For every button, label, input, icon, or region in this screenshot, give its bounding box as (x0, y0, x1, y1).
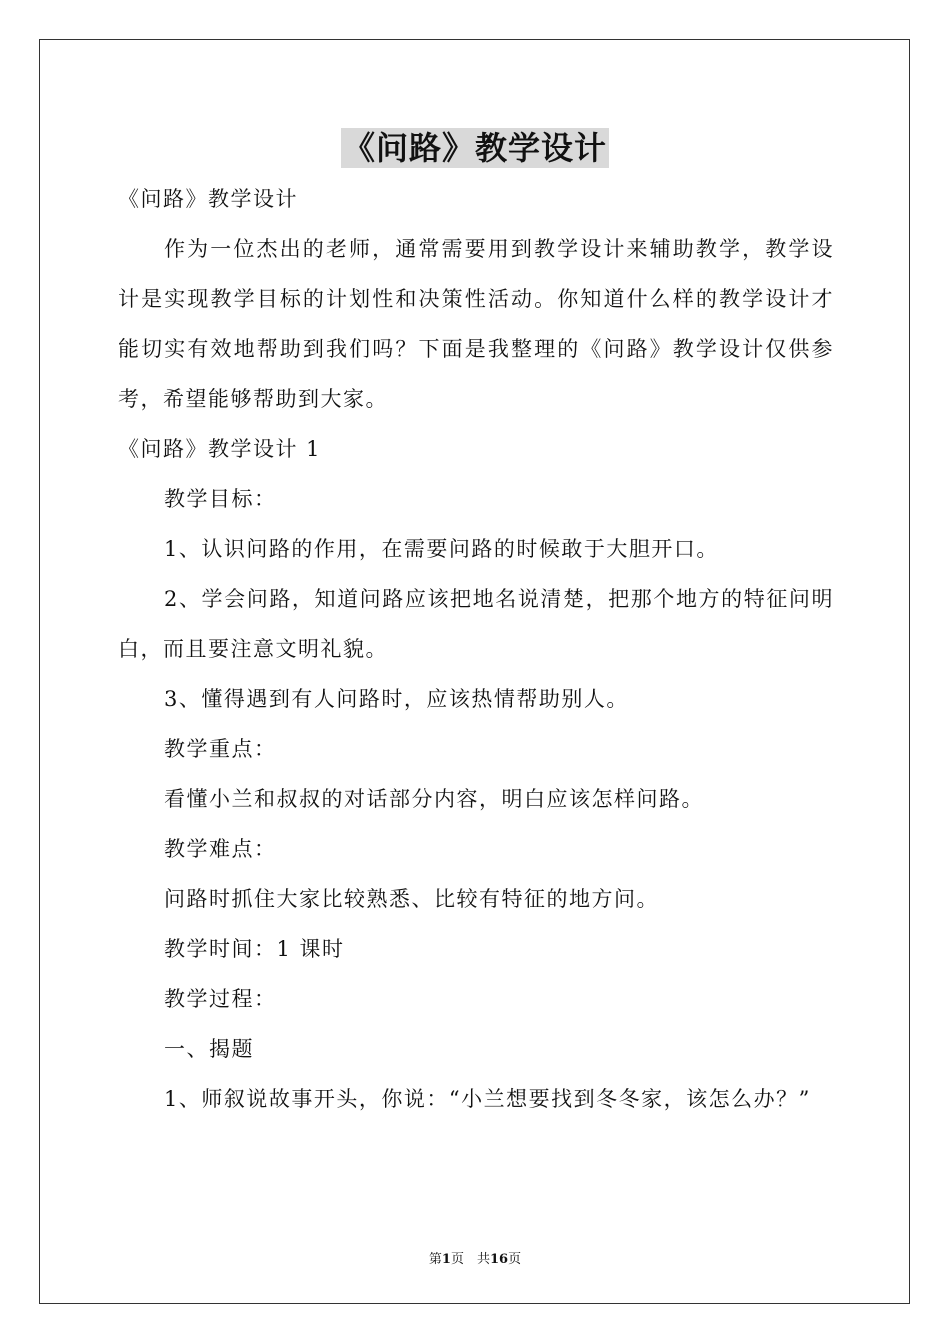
paragraph-focus: 看懂小兰和叔叔的对话部分内容，明白应该怎样问路。 (164, 787, 704, 811)
document-body (118, 174, 834, 1124)
footer-page-number: 1 (441, 1252, 451, 1267)
paragraph-difficulty-label: 教学难点： (164, 837, 277, 861)
paragraph-process-label: 教学过程： (164, 987, 277, 1011)
paragraph-heading: 《问路》教学设计 (118, 187, 298, 211)
paragraph-goal-2: 2、学会问路，知道问路应该把地名说清楚，把那个地方的特征问明白，而且要注意文明礼貌。 (118, 587, 834, 661)
footer-mid: 页 共 (450, 1252, 490, 1267)
page-footer (0, 1248, 950, 1267)
paragraph-time: 教学时间：1 课时 (164, 937, 345, 961)
paragraph-intro: 作为一位杰出的老师，通常需要用到教学设计来辅助教学，教学设计是实现教学目标的计划性和决策性活动。你知道什么样的教学设计才能切实有效地帮助到我们吗？下面是我整理的《问路》教学设计仅供参考，希望能够帮助到大家。 (118, 237, 834, 411)
footer-suffix: 页 (508, 1252, 522, 1267)
paragraph-goal-1: 1、认识问路的作用，在需要问路的时候敢于大胆开口。 (164, 537, 719, 561)
footer-prefix: 第 (428, 1252, 442, 1267)
paragraph-section-title: 《问路》教学设计 1 (118, 437, 322, 461)
footer-total-pages: 16 (489, 1252, 509, 1267)
paragraph-difficulty: 问路时抓住大家比较熟悉、比较有特征的地方问。 (164, 887, 659, 911)
title-container (0, 128, 950, 168)
paragraph-focus-label: 教学重点： (164, 737, 277, 761)
document-title: 《问路》教学设计 (342, 129, 607, 167)
paragraph-step-1: 1、师叙说故事开头，你说：“小兰想要找到冬冬家，该怎么办？” (164, 1087, 811, 1111)
paragraph-goal-3: 3、懂得遇到有人问路时，应该热情帮助别人。 (164, 687, 629, 711)
paragraph-step-heading: 一、揭题 (164, 1037, 254, 1061)
paragraph-goals-label: 教学目标： (164, 487, 277, 511)
